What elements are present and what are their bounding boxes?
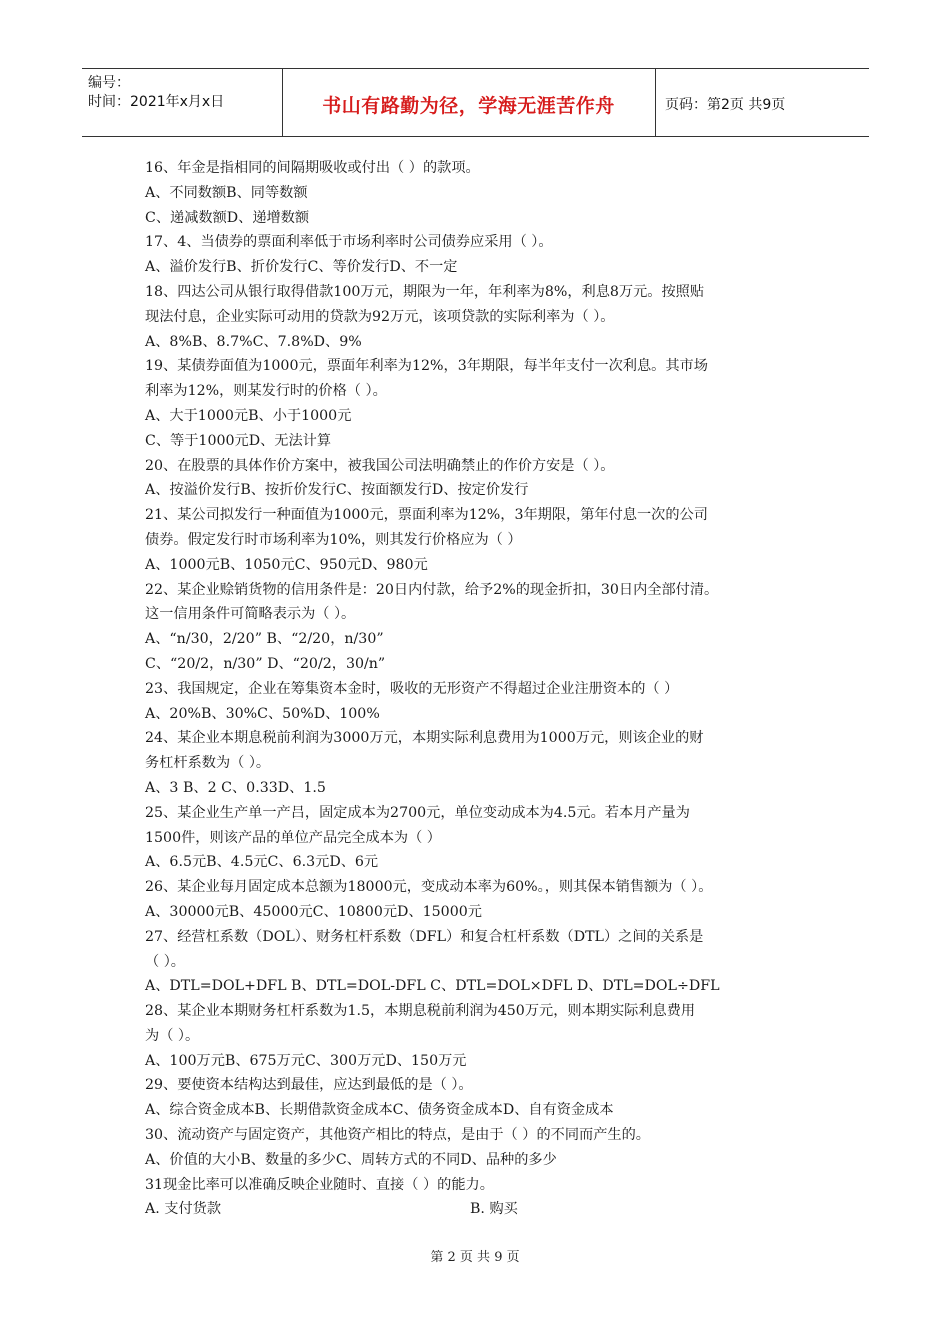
text-line: A、100万元B、675万元C、300万元D、150万元 [145,1052,467,1069]
question-body [145,156,825,1222]
text-line: A、综合资金成本B、长期借款资金成本C、债务资金成本D、自有资金成本 [145,1102,614,1119]
document-header [82,68,869,137]
option-b: B. 购买 [470,1201,518,1218]
text-line: A、6.5元B、4.5元C、6.3元D、6元 [145,854,379,871]
text-line: 现法付息，企业实际可动用的贷款为92万元，该项贷款的实际利率为（ ）。 [145,308,615,325]
text-line: A、8%B、8.7%C、7.8%D、9% [145,333,362,350]
header-mid-cell [282,69,656,136]
text-line: 17、4、当债券的票面利率低于市场利率时公司债券应采用（ ）。 [145,234,553,251]
text-line: 债券。假定发行时市场利率为10%，则其发行价格应为（ ） [145,531,522,548]
text-line: 26、某企业每月固定成本总额为18000元，变成动本率为60%。，则其保本销售额为（ ）。 [145,879,713,896]
text-line: （ ）。 [145,953,185,970]
text-line: 这一信用条件可简略表示为（ ）。 [145,606,356,623]
text-line: 16、年金是指相同的间隔期吸收或付出（ ）的款项。 [145,160,480,176]
text-line: 25、某企业生产单一产吕，固定成本为2700元，单位变动成本为4.5元。若本月产量为 [145,804,690,821]
text-line: 20、在股票的具体作价方案中，被我国公司法明确禁止的作价方安是（ ）。 [145,457,615,474]
header-left-cell [82,69,283,136]
text-line: A、DTL=DOL+DFL B、DTL=DOL-DFL C、DTL=DOL×DFL D、DTL=DOL÷DFL [145,978,720,995]
text-line: 务杠杆系数为（ ）。 [145,755,271,772]
text-line: 19、某债券面值为1000元，票面年利率为12%，3年期限，每半年支付一次利息。其市场 [145,358,708,375]
text-line: 21、某公司拟发行一种面值为1000元，票面利率为12%，3年期限，第年付息一次的公司 [145,507,708,524]
header-right-cell [655,69,869,136]
option-a: A. 支付货款 [145,1201,222,1218]
header-motto: 书山有路勤为径，学海无涯苦作舟 [322,95,615,117]
text-line: 28、某企业本期财务杠杆系数为1.5，本期息税前利润为450万元，则本期实际利息费用 [145,1003,696,1020]
text-line: 27、经营杠系数（DOL）、财务杠杆系数（DFL）和复合杠杆系数（DTL）之间的关系是 [145,928,704,945]
text-line: A、30000元B、45000元C、10800元D、15000元 [145,903,482,920]
text-line: A、按溢价发行B、按折价发行C、按面额发行D、按定价发行 [145,482,529,499]
text-line: A、不同数额B、同等数额 [145,184,308,201]
text-line: A、“n/30，2/20” B、“2/20，n/30” [145,631,384,648]
text-line: A、1000元B、1050元C、950元D、980元 [145,556,428,573]
text-line: C、“20/2，n/30” D、“20/2，30/n” [145,655,386,672]
text-line: C、递减数额D、递增数额 [145,209,310,226]
serial-number-label: 编号： [88,75,130,91]
text-line: 29、要使资本结构达到最佳，应达到最低的是（ ）。 [145,1077,473,1094]
text-line: A、价值的大小B、数量的多少C、周转方式的不同D、品种的多少 [145,1151,557,1168]
text-line: A、20%B、30%C、50%D、100% [145,705,380,722]
answer-options-line [145,1197,825,1222]
header-page-info: 页码：第2页 共9页 [665,97,786,113]
text-line: 24、某企业本期息税前利润为3000万元，本期实际利息费用为1000万元，则该企业的财 [145,730,704,747]
text-line: 22、某企业赊销货物的信用条件是：20日内付款，给予2%的现金折扣，30日内全部付清。 [145,581,719,598]
page-footer: 第 2 页 共 9 页 [430,1250,520,1265]
text-line: 30、流动资产与固定资产，其他资产相比的特点，是由于（ ）的不同而产生的。 [145,1127,650,1144]
text-line: A、3 B、2 C、0.33D、1.5 [145,779,326,796]
text-line: A、溢价发行B、折价发行C、等价发行D、不一定 [145,259,458,276]
text-line: 18、四达公司从银行取得借款100万元，期限为一年，年利率为8%，利息8万元。按照贴 [145,283,705,300]
text-line: 利率为12%，则某发行时的价格（ ）。 [145,383,387,400]
text-line: 为（ ）。 [145,1027,200,1044]
text-line: A、大于1000元B、小于1000元 [145,407,352,424]
text-line: 31现金比率可以准确反映企业随时、直接（ ）的能力。 [145,1176,494,1193]
text-line: 1500件，则该产品的单位产品完全成本为（ ） [145,829,441,846]
text-line: 23、我国规定，企业在筹集资本金时，吸收的无形资产不得超过企业注册资本的（ ） [145,680,679,697]
text-line: C、等于1000元D、无法计算 [145,432,332,449]
date-label: 时间：2021年x月x日 [88,94,225,110]
